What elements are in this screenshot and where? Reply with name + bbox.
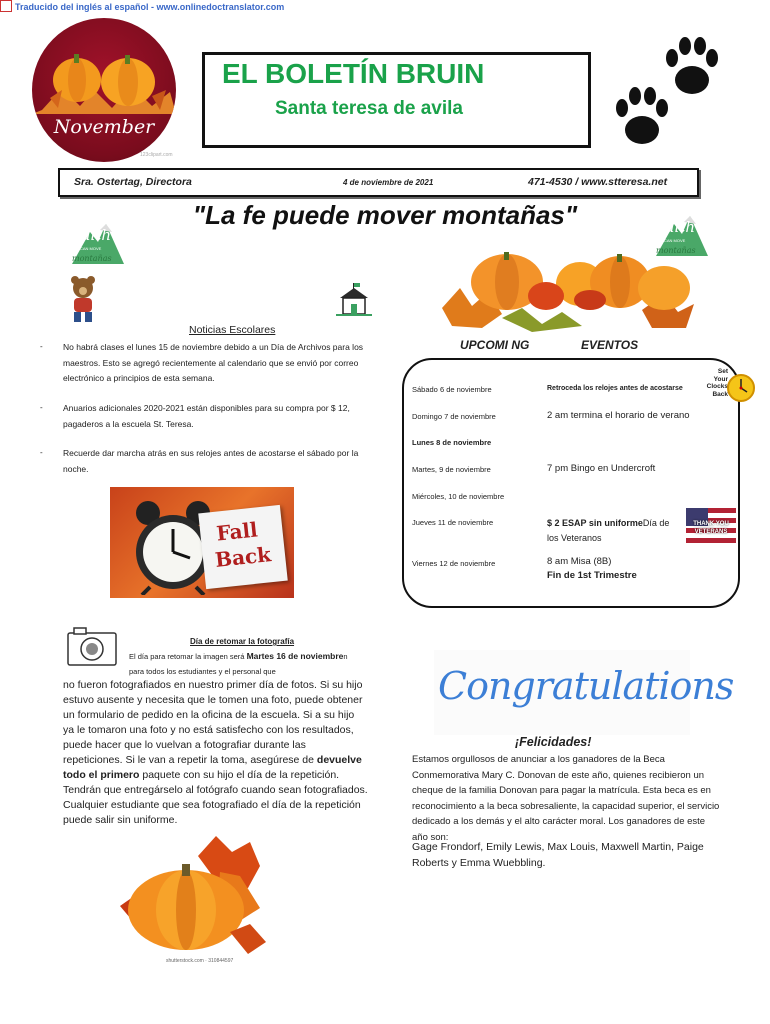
harvest-pumpkins-image <box>442 248 694 332</box>
congrats-heading: ¡Felicidades! <box>515 735 592 749</box>
motto: "La fe puede mover montañas" <box>192 200 578 230</box>
event-date: Domingo 7 de noviembre <box>412 412 496 421</box>
event-date: Jueves 11 de noviembre <box>412 518 494 527</box>
congratulations-banner: Congratulations <box>434 650 690 735</box>
event-text: 7 pm Bingo en Undercroft <box>547 463 656 474</box>
newsletter-date: 4 de noviembre de 2021 <box>343 178 434 187</box>
contact-info: 471-4530 / www.stteresa.net <box>528 176 668 188</box>
school-news-heading: Noticias Escolares <box>189 324 276 336</box>
photo-retake-heading: Día de retomar la fotografía <box>190 637 295 646</box>
event-date: Martes, 9 de noviembre <box>412 465 491 474</box>
shutterstock-credit: shutterstock.com · 310844597 <box>166 958 234 964</box>
news-item-3: Recuerde dar marcha atrás en sus relojes antes de acostarse el sábado por la noche. <box>63 448 359 474</box>
info-bar <box>58 168 699 197</box>
camera-icon <box>66 625 118 667</box>
bullet: - <box>40 342 43 351</box>
school-building-icon <box>336 282 372 318</box>
event-date: Viernes 12 de noviembre <box>412 559 496 568</box>
set-clocks-back-image: Set Your Clocks Back <box>704 368 754 406</box>
photo-retake-line2: para todos los estudiantes y el personal que <box>129 667 276 676</box>
director-name: Sra. Ostertag, Directora <box>74 176 192 188</box>
translator-icon <box>0 0 12 12</box>
november-badge <box>32 18 176 162</box>
event-date: Lunes 8 de noviembre <box>412 438 492 447</box>
event-date: Sábado 6 de noviembre <box>412 385 492 394</box>
bear-mascot-icon <box>64 276 102 324</box>
fall-back-image <box>110 487 294 598</box>
pumpkins-icon <box>32 18 176 162</box>
scholarship-paragraph: Estamos orgullosos de anunciar a los ganadores de la Beca Conmemorativa Mary C. Donovan de este año, quienes recibieron un cheque de la familia Donovan para pagar la matrícula. Esta beca es en reconocimiento a la beca sobresaliente, la capacidad superior, el servicio dedicado a los demás y el alto carácter moral. Los ganadores de este año son: <box>412 754 720 843</box>
event-text: 8 am Misa (8B) <box>547 556 612 567</box>
pumpkin-leaves-image <box>120 836 270 956</box>
fall-back-card: Fall Back <box>198 505 287 589</box>
clipart-credit: 123clipart.com <box>140 152 173 158</box>
winners-list: Gage Frondorf, Emily Lewis, Max Louis, Maxwell Martin, Paige Roberts y Emma Wuebbling. <box>412 841 704 869</box>
paw-prints-icon <box>612 34 722 152</box>
news-item-2: Anuarios adicionales 2020-2021 están disponibles para su compra por $ 12, pagaderos a la escuela St. Teresa. <box>63 403 350 429</box>
event-date: Miércoles, 10 de noviembre <box>412 492 505 501</box>
events-heading-left: UPCOMI NG <box>460 338 530 352</box>
bullet: - <box>40 403 43 412</box>
translation-banner[interactable]: Traducido del inglés al español - www.onlinedoctranslator.com <box>0 0 284 12</box>
news-item-1: No habrá clases el lunes 15 de noviembre debido a un Día de Archivos para los maestros. Esto se agregó recientemente al calendario que se envió por correo electrónico a principios de esta semana. <box>63 342 364 383</box>
school-name: Santa teresa de avila <box>275 98 463 119</box>
event-text: 2 am termina el horario de verano <box>547 410 690 421</box>
event-text: $ 2 ESAP sin uniformeDía de los Veteranos <box>547 518 670 543</box>
event-text-bold: Fin de 1st Trimestre <box>547 570 637 581</box>
november-label: November <box>53 116 155 138</box>
events-heading-right: EVENTOS <box>581 338 639 352</box>
photo-retake-line1: El día para retomar la imagen será Martes 16 de noviembren <box>129 651 348 661</box>
clock-icon <box>726 370 756 406</box>
faith-logo-left: faith CAN MOVE montañas <box>70 210 126 268</box>
veterans-flag-image: THANK YOU VETERANS <box>686 508 736 546</box>
bullet: - <box>40 448 43 457</box>
event-text: Retroceda los relojes antes de acostarse <box>547 385 683 392</box>
newsletter-title: EL BOLETÍN BRUIN <box>222 58 485 89</box>
photo-retake-paragraph: no fueron fotografiados en nuestro primer día de fotos. Si su hijo estuvo ausente y necesita que le tomen una foto, puede obtener un formulario de pedido en la oficina de la escuela. Si a su hijo ya le tomaron una foto y no está satisfecho con los resultados, puede hacer que lo vuelvan a fotografiar durante las repeticiones. Si le van a repetir la toma, asegúrese de devuelve todo el primero paquete con su hijo el día de la repetición. Tendrán que entregárselo al fotógrafo cuando sean fotografiados. Cualquier estudiante que sea fotografiado el día de la repetición puede salir sin uniforme. <box>63 679 368 826</box>
faith-logo-right: faith CAN MOVE montañas <box>654 202 710 260</box>
